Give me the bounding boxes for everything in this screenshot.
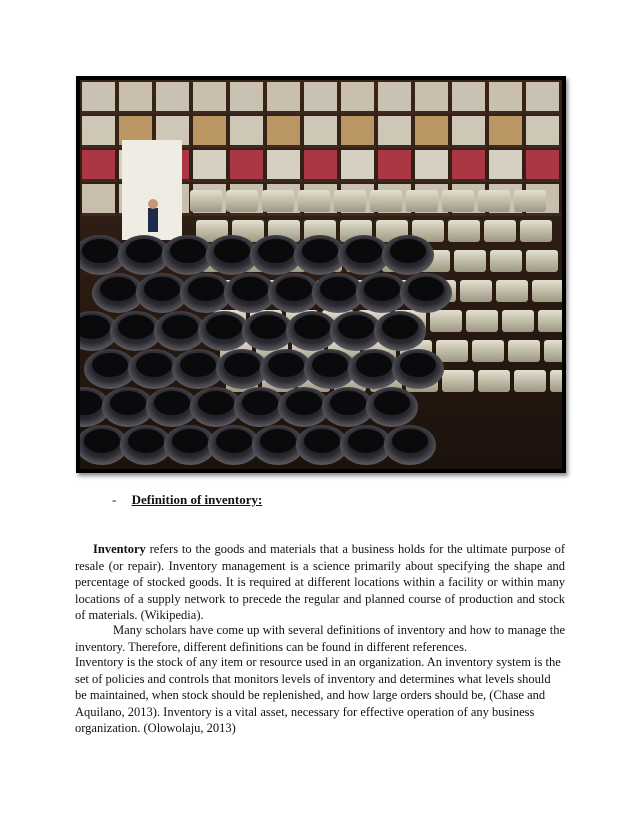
bullet-dash: - xyxy=(112,492,117,507)
inventory-definition-paragraph xyxy=(75,541,565,624)
section-heading: Definition of inventory: xyxy=(131,492,263,507)
inventory-definition-text: refers to the goods and materials that a business holds for the ultimate purpose of resale (or repair). Inventory management is a science primarily about specifying the shape and percentage of stocked goods. It is required at different locations within a facility or within many locations of a supply network to precede the regular and planned course of production and stock of materials. (Wikipedia). xyxy=(75,542,565,623)
inventory-system-paragraph: Inventory is the stock of any item or resource used in an organization. An inventory system is the set of policies and controls that monitors levels of inventory and determines what levels should be maintained, when stock should be replenished, and how large orders should be, (Chase and Aquilano, 2013). Inventory is a vital asset, necessary for effective operation of any business organization. (Olowolaju, 2013) xyxy=(75,655,561,736)
scholars-paragraph: Many scholars have come up with several definitions of inventory and how to manage the inventory. Therefore, different definitions can be found in different references. xyxy=(75,623,565,654)
warehouse-photo-frame xyxy=(76,76,566,473)
inventory-term: Inventory xyxy=(93,542,146,556)
warehouse-inventory-photo xyxy=(80,80,562,469)
definition-bullet xyxy=(112,492,262,508)
